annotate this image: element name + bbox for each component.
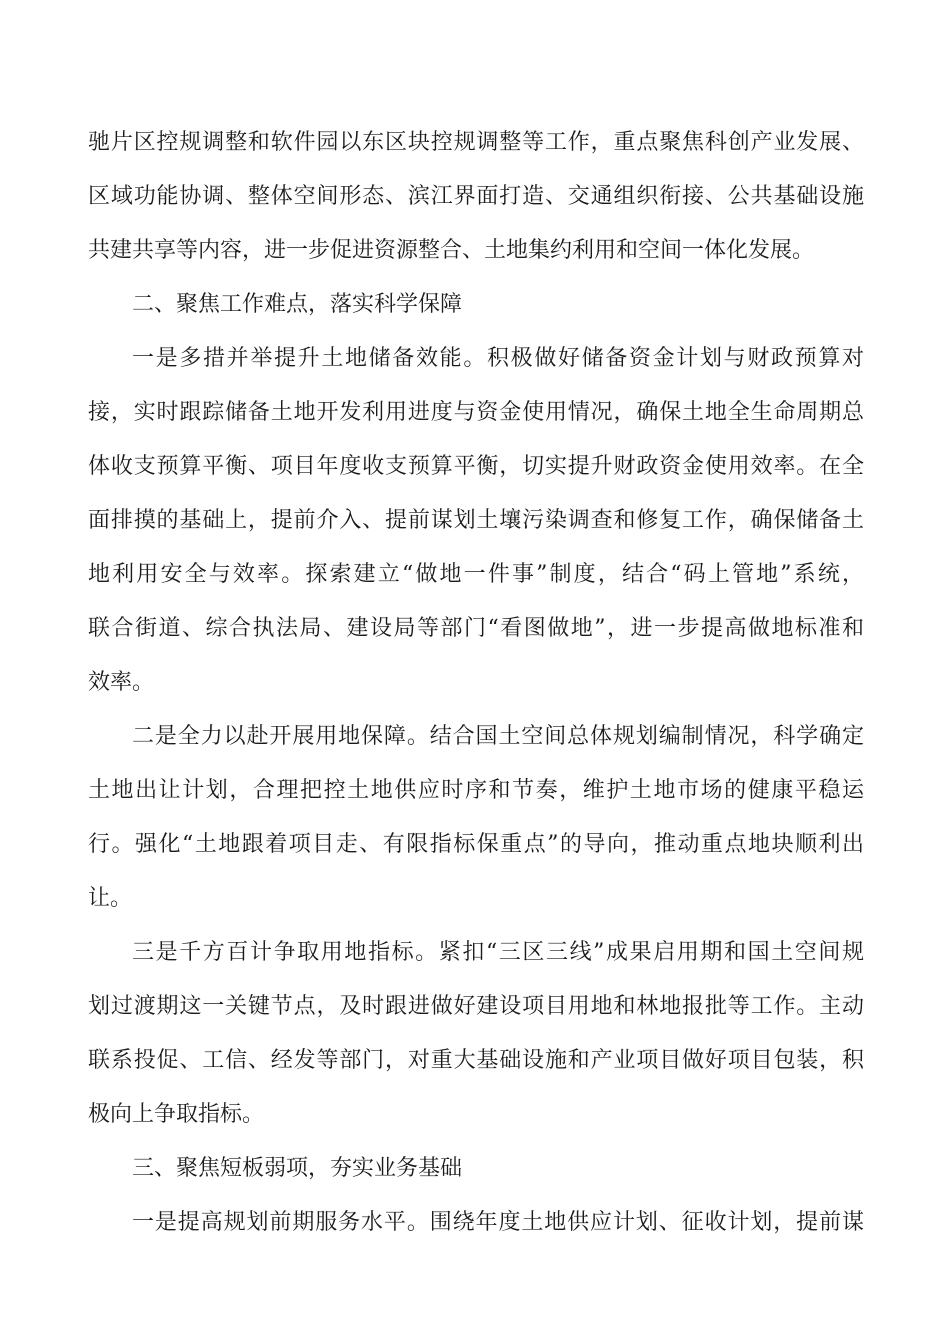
paragraph-line: 划过渡期这一关键节点，及时跟进做好建设项目用地和林地报批等工作。主动 (88, 994, 864, 1019)
section-heading: 二、聚焦工作难点，落实科学保障 (132, 292, 463, 317)
paragraph-line: 地利用安全与效率。探索建立“做地一件事”制度，结合“码上管地”系统， (88, 562, 864, 587)
paragraph-line: 土地出让计划，合理把控土地供应时序和节奏，维护土地市场的健康平稳运 (88, 778, 864, 803)
paragraph-line: 极向上争取指标。 (88, 1102, 265, 1127)
paragraph-line: 三是千方百计争取用地指标。紧扣“三区三线”成果启用期和国土空间规 (132, 940, 864, 965)
paragraph-line: 二是全力以赴开展用地保障。结合国土空间总体规划编制情况，科学确定 (132, 724, 864, 749)
paragraph-line: 联合街道、综合执法局、建设局等部门“看图做地”，进一步提高做地标准和 (88, 616, 864, 641)
paragraph-line: 一是多措并举提升土地储备效能。积极做好储备资金计划与财政预算对 (132, 346, 864, 371)
paragraph-line: 效率。 (88, 670, 155, 695)
paragraph-line: 区域功能协调、整体空间形态、滨江界面打造、交通组织衔接、公共基础设施 (88, 184, 864, 209)
paragraph-line: 驰片区控规调整和软件园以东区块控规调整等工作，重点聚焦科创产业发展、 (88, 130, 864, 155)
paragraph-line: 接，实时跟踪储备土地开发利用进度与资金使用情况，确保土地全生命周期总 (88, 400, 864, 425)
paragraph-line: 共建共享等内容，进一步促进资源整合、土地集约利用和空间一体化发展。 (88, 238, 815, 263)
paragraph-line: 一是提高规划前期服务水平。围绕年度土地供应计划、征收计划，提前谋 (132, 1210, 864, 1235)
paragraph-line: 体收支预算平衡、项目年度收支预算平衡，切实提升财政资金使用效率。在全 (88, 454, 864, 479)
paragraph-line: 行。强化“土地跟着项目走、有限指标保重点”的导向，推动重点地块顺利出 (88, 832, 864, 857)
section-heading: 三、聚焦短板弱项，夯实业务基础 (132, 1156, 463, 1181)
paragraph-line: 联系投促、工信、经发等部门，对重大基础设施和产业项目做好项目包装，积 (88, 1048, 864, 1073)
paragraph-line: 面排摸的基础上，提前介入、提前谋划土壤污染调查和修复工作，确保储备土 (88, 508, 864, 533)
paragraph-line: 让。 (88, 886, 133, 911)
